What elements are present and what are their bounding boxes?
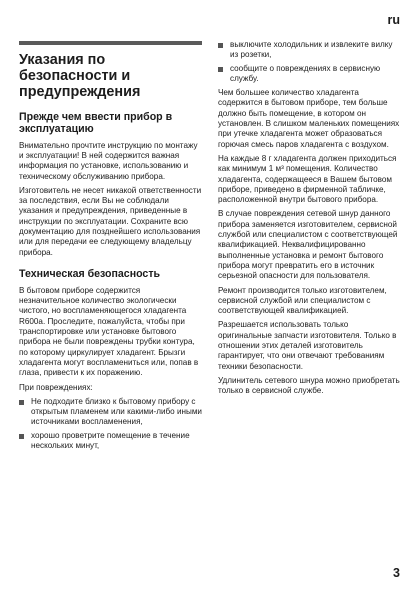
list-item: Не подходите близко к бытовому прибору с открытым пламенем или какими-либо иными источниками воспламенения, xyxy=(19,397,202,428)
paragraph: В бытовом приборе содержится незначительное количество экологически чистого, но воспламеняющегося хладагента R600a. Проследите, пожалуйста, чтобы при транспортировке или установке бытового прибора не были повреждены трубки контура, по которому циркулирует хладагент. Брызги хладагента могут воспламениться или, попав в глаза, привести к их поражению. xyxy=(19,285,199,378)
paragraph: Удлинитель сетевого шнура можно приобретать только в сервисной службе. xyxy=(218,375,400,396)
right-column xyxy=(218,40,401,401)
section-heading-before-use: Прежде чем ввести прибор в эксплуатацию xyxy=(19,110,173,135)
paragraph: Чем большее количество хладагента содержится в бытовом приборе, тем больше должно быть помещение, в котором он установлен. В слишком маленьких помещениях при утечке хладагента может образоваться горючая смесь паров хладагента с воздухом. xyxy=(218,88,400,149)
section-heading-technical-safety: Техническая безопасность xyxy=(19,267,161,280)
paragraph: В случае повреждения сетевой шнур данного прибора заменяется изготовителем, сервисной службой или специалистом с соответствующей квалификацией. Неквалифицированно выполненные установка и ремонт бытового прибора могут превратить его в источник серьезной опасности для пользователя. xyxy=(218,209,398,281)
list-item: сообщите о повреждениях в сервисную службу. xyxy=(218,64,401,85)
paragraph: При повреждениях: xyxy=(19,382,93,392)
paragraph: Ремонт производится только изготовителем, сервисной службой или специалистом с соответствующей квалификацией. xyxy=(218,285,387,316)
section-top-rule xyxy=(19,41,202,45)
paragraph: Изготовитель не несет никакой ответственности за последствия, если Вы не соблюдали указания и предупреждения, приведенные в инструкции по эксплуатации. Сохраните всю документацию для позднейшего использования или для передачи ее следующему владельцу прибора. xyxy=(19,185,202,257)
page-number: 3 xyxy=(393,566,400,580)
list-item: хорошо проветрите помещение в течение нескольких минут, xyxy=(19,431,202,452)
list-item: выключите холодильник и извлеките вилку из розетки, xyxy=(218,40,401,61)
paragraph: На каждые 8 г хладагента должен приходиться как минимум 1 м³ помещения. Количество хладагента, содержащееся в Вашем бытовом приборе, приведено в фирменной табличке, расположенной внутри бытового прибора. xyxy=(218,153,397,205)
paragraph: Внимательно прочтите инструкцию по монтажу и эксплуатации! В ней содержится важная информация по установке, использованию и техническому обслуживанию прибора. xyxy=(19,140,198,181)
paragraph: Разрешается использовать только оригинальные запчасти изготовителя. Только в отношении этих деталей изготовитель гарантирует, что они отвечают требованиям техники безопасности. xyxy=(218,320,397,371)
bullet-list xyxy=(19,397,202,451)
language-code: ru xyxy=(387,13,400,27)
bullet-list xyxy=(218,40,401,84)
page-title: Указания по безопасности и предупреждения xyxy=(19,52,141,101)
left-column xyxy=(19,50,202,455)
